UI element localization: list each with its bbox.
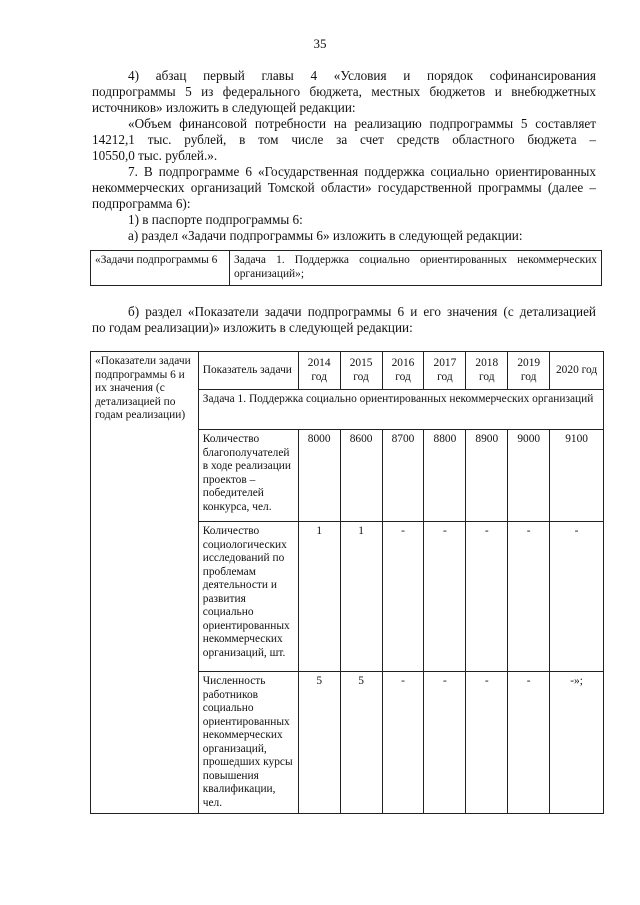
indicator-3-value: 5: [298, 672, 340, 814]
item-7-sub-a: а) раздел «Задачи подпрограммы 6» изложить в следующей редакции:: [128, 228, 523, 243]
indicator-2-value: -: [508, 522, 550, 672]
indicator-1-value: 8700: [382, 430, 424, 522]
indicator-3-value: 5: [340, 672, 382, 814]
item-4-line-1: 4) абзац первый главы 4 «Условия и порядок софинансирования: [128, 68, 596, 83]
indicator-1-value: 8800: [424, 430, 466, 522]
year-2014: 2014 год: [298, 352, 340, 390]
tasks-table: [90, 250, 602, 286]
indicators-row-label: «Показатели задачи подпрограммы 6 и их значения (с детализацией по годам реализации): [91, 352, 199, 814]
year-2017: 2017 год: [424, 352, 466, 390]
indicator-1-value: 8600: [340, 430, 382, 522]
tasks-table-label: «Задачи подпрограммы 6: [91, 251, 230, 286]
indicator-2-value: -: [466, 522, 508, 672]
indicator-3-value: -: [424, 672, 466, 814]
indicator-1-value: 8900: [466, 430, 508, 522]
page-number: 35: [313, 36, 327, 51]
indicator-1-name: Количество благополучателей в ходе реализации проектов – победителей конкурса, чел.: [198, 430, 298, 522]
year-2018: 2018 год: [466, 352, 508, 390]
item-4-quote-line-2: 14212,1 тыс. рублей, в том числе за счет средств областного бюджета –: [92, 132, 596, 147]
indicator-3-value: -: [508, 672, 550, 814]
item-7-line-1: 7. В подпрограмме 6 «Государственная поддержка социально ориентированных: [128, 164, 596, 179]
indicators-table: [90, 351, 604, 814]
year-2015: 2015 год: [340, 352, 382, 390]
item-7-line-3: подпрограмма 6):: [92, 196, 191, 211]
item-b-line-2: по годам реализации)» изложить в следующей редакции:: [92, 320, 413, 335]
indicator-header: Показатель задачи: [198, 352, 298, 390]
item-4-paragraph: [92, 68, 596, 116]
year-2020: 2020 год: [550, 352, 604, 390]
item-4-line-3: источников» изложить в следующей редакции:: [92, 100, 356, 115]
item-7-paragraph: [92, 164, 596, 244]
year-2019: 2019 год: [508, 352, 550, 390]
year-2016: 2016 год: [382, 352, 424, 390]
indicator-1-value: 8000: [298, 430, 340, 522]
indicator-2-value: -: [424, 522, 466, 672]
task-row: Задача 1. Поддержка социально ориентированных некоммерческих организаций: [198, 390, 603, 430]
item-4-quote: [92, 116, 596, 164]
tasks-table-content: Задача 1. Поддержка социально ориентированных некоммерческих организаций»;: [230, 251, 602, 286]
item-b-paragraph: [92, 304, 596, 336]
item-7-line-2: некоммерческих организаций Томской области» государственной программы (далее –: [92, 180, 596, 195]
indicator-3-value: -: [382, 672, 424, 814]
item-4-quote-line-1: «Объем финансовой потребности на реализацию подпрограммы 5 составляет: [128, 116, 596, 131]
indicator-3-name: Численность работников социально ориентированных некоммерческих организаций, прошедших курсы повышения квалификации, чел.: [198, 672, 298, 814]
indicator-1-value: 9000: [508, 430, 550, 522]
indicator-1-value: 9100: [550, 430, 604, 522]
indicator-2-value: -: [382, 522, 424, 672]
indicator-3-value: -»;: [550, 672, 604, 814]
item-7-sub-1: 1) в паспорте подпрограммы 6:: [128, 212, 303, 227]
item-4-line-2: подпрограммы 5 из федерального бюджета, местных бюджетов и внебюджетных: [92, 84, 596, 99]
item-4-quote-line-3: 10550,0 тыс. рублей.».: [92, 148, 218, 163]
indicator-2-value: 1: [340, 522, 382, 672]
indicator-2-value: 1: [298, 522, 340, 672]
indicator-2-name: Количество социологических исследований по проблемам деятельности и развития социально ориентированных некоммерческих организаций, шт.: [198, 522, 298, 672]
item-b-line-1: б) раздел «Показатели задачи подпрограммы 6 и его значения (с детализацией: [128, 304, 596, 319]
indicator-3-value: -: [466, 672, 508, 814]
indicator-2-value: -: [550, 522, 604, 672]
